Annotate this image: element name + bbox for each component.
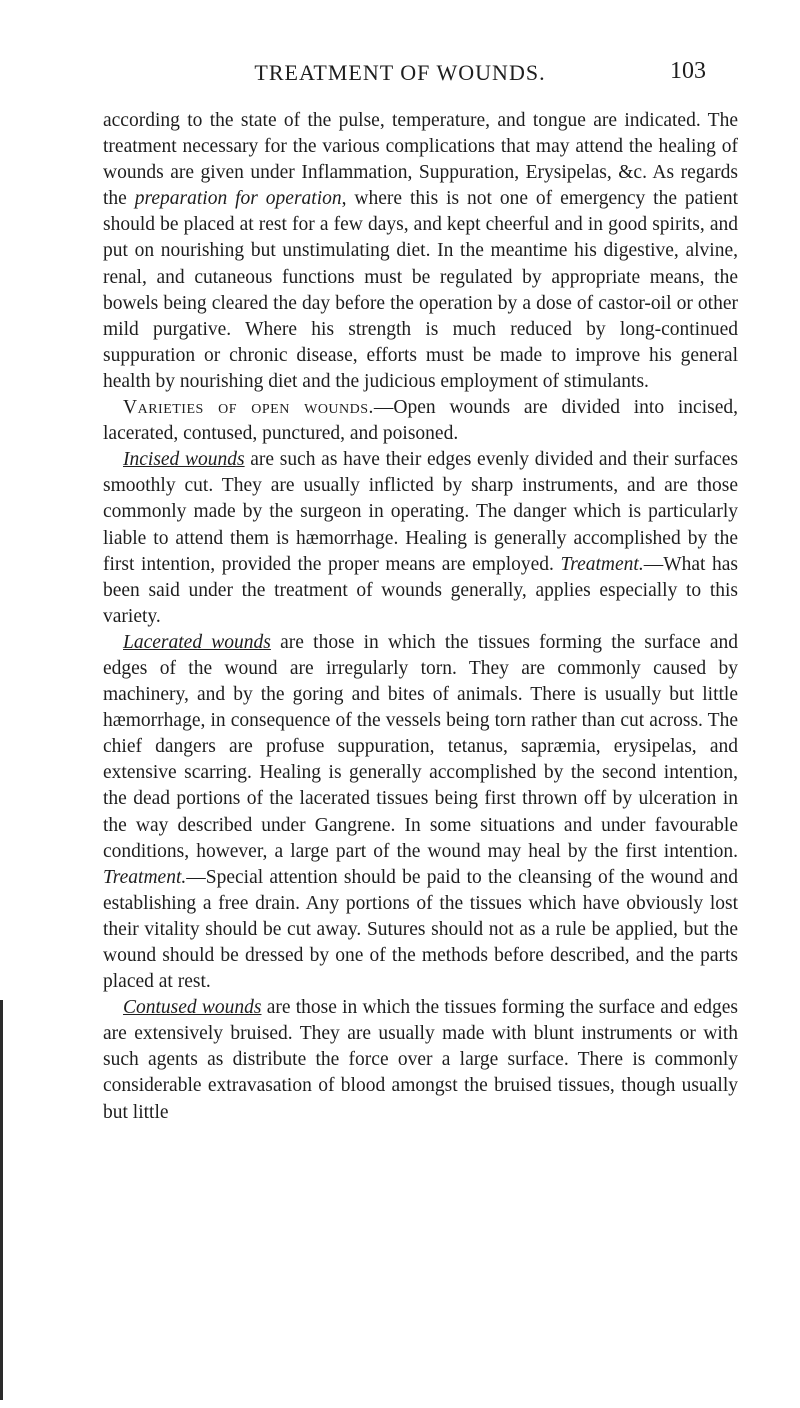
incised-treatment-label: Treatment. — [560, 553, 644, 575]
varieties-heading: Varieties of open wounds. — [123, 397, 374, 419]
incised-treatment-text: —What has been said under the treatment of wounds generally, applies especially to this variety. — [103, 553, 738, 627]
paragraph-intro-text: according to the state of the pulse, temperature, and tongue are indicated. The treatment necessary for the various complications that may attend the healing of wounds are given under Inflammation, Suppuration, Erysipelas, &c. As regards the — [103, 110, 738, 210]
preparation-for-operation-term: preparation for operation — [134, 188, 342, 210]
varieties-text: —Open wounds are divided into incised, lacerated, contused, punctured, and poisoned. — [103, 397, 738, 445]
paragraph-varieties — [103, 395, 738, 447]
chapter-title: TREATMENT OF WOUNDS. — [254, 60, 546, 85]
lacerated-treatment-text: —Special attention should be paid to the cleansing of the wound and establishing a free drain. Any portions of the tissues which have obviously lost their vitality should be cut away. Sutures should not as a rule be applied, but the wound should be dressed by one of the methods before described, and the parts placed at rest. — [103, 866, 738, 993]
preparation-text: , where this is not one of emergency the patient should be placed at rest for a few days, and kept cheerful and in good spirits, and put on nourishing but unstimulating diet. In the meantime his digestive, alvine, renal, and cutaneous functions must be regulated by appropriate means, the bowels being cleared the day before the operation by a dose of castor-oil or other mild purgative. Where his strength is much reduced by long-continued suppuration or chronic disease, efforts must be made to improve his general health by nourishing diet and the judicious employment of stimulants. — [103, 188, 738, 392]
incised-wounds-term: Incised wounds — [123, 449, 245, 471]
paragraph-lacerated-wounds — [103, 630, 738, 995]
lacerated-wounds-text: are those in which the tissues forming the surface and edges of the wound are irregularly torn. They are commonly caused by machinery, and by the goring and bites of animals. There is usually but little hæmorrhage, in consequence of the vessels being torn rather than cut across. The chief dangers are profuse suppuration, tetanus, sapræmia, erysipelas, and extensive scarring. Healing is generally accomplished by the second intention, the dead portions of the lacerated tissues being first thrown off by ulceration in the way described under Gangrene. In some situations and under favourable conditions, however, a large part of the wound may heal by the first intention. — [103, 631, 738, 862]
incised-wounds-text: are such as have their edges evenly divided and their surfaces smoothly cut. They are usually inflicted by sharp instruments, and are those commonly made by the surgeon in operating. The danger which is particularly liable to attend them is hæmorrhage. Healing is generally accomplished by the first intention, provided the proper means are employed. — [103, 449, 738, 575]
paragraph-intro — [103, 108, 738, 395]
paragraph-incised-wounds — [103, 447, 738, 630]
scan-edge-shadow — [0, 1000, 3, 1400]
running-header — [0, 56, 800, 92]
lacerated-treatment-label: Treatment. — [103, 866, 187, 888]
body-text — [103, 108, 738, 1126]
page-number: 103 — [670, 58, 706, 84]
contused-wounds-text: are those in which the tissues forming the surface and edges are extensively bruised. They are usually made with blunt instruments or with such agents as distribute the force over a large surface. There is commonly considerable extravasation of blood amongst the bruised tissues, though usually but little — [103, 997, 738, 1123]
paragraph-contused-wounds — [103, 995, 738, 1125]
contused-wounds-term: Contused wounds — [123, 997, 262, 1019]
lacerated-wounds-term: Lacerated wounds — [123, 631, 271, 653]
